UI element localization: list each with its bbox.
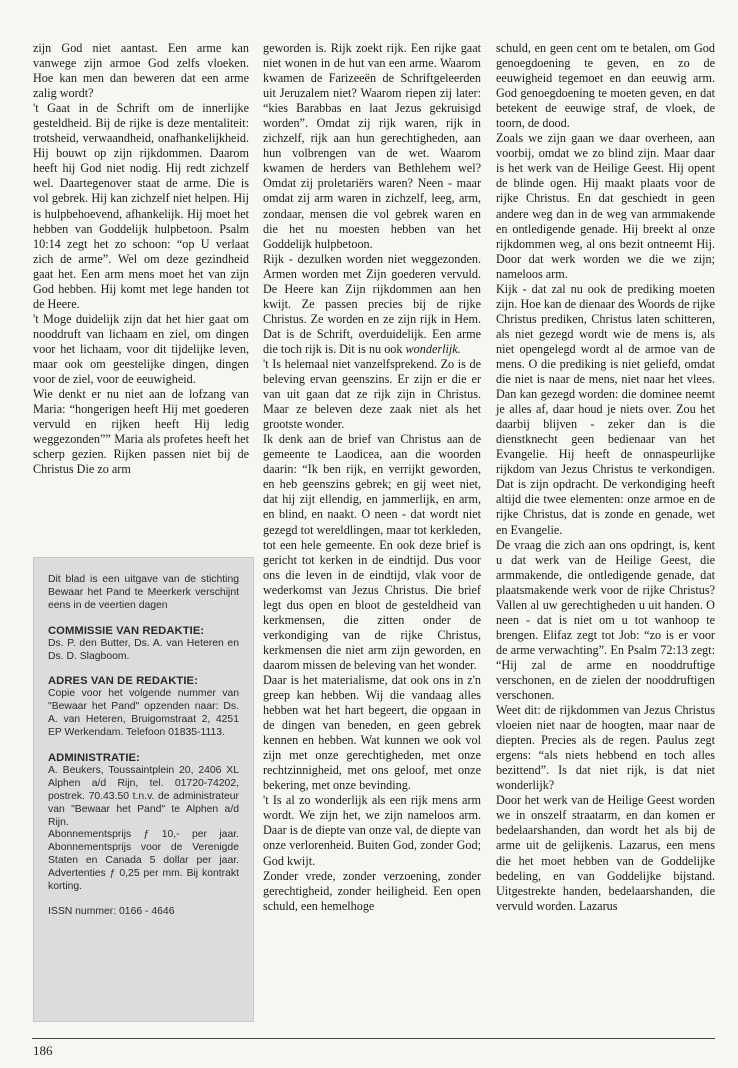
page-number: 186 <box>33 1043 53 1058</box>
paragraph: Zoals we zijn gaan we daar overheen, aan voorbij, omdat we zo blind zijn. Maar daar is het werk van de Heilige Geest. Hij opent de blinde ogen. Hij maakt plaats voor de rijke Christus. En dat geschiedt in geen andere weg dan in de weg van armmakende en ontledigende genade. Hij breekt al onze rijkdommen weg, al ons bezit ontneemt Hij. Door dat werk worden we die we zijn; nameloos arm. <box>496 131 715 281</box>
adres-body: Copie voor het volgende nummer van "Bewaar het Pand" opzenden naar: Ds. A. van Heteren, Bruigomstraat 2, 4251 EP Werkendam. Telefoon 01835-1113. <box>48 688 239 739</box>
paragraph: 't Gaat in de Schrift om de innerlijke gesteldheid. Bij de rijke is deze mentaliteit: trotsheid, verwaandheid, onafhankelijkheid. Hij bouwt op zijn rijkdommen. Daarom heeft hij God niet nodig. Hij redt zichzelf wel. Daartegenover staat de arme. Die is vol gebrek. Hij kan zichzelf niet helpen. Hij is hulpbehoevend, afhankelijk. Hij moet het hebben van Goddelijk hulpbetoon. Psalm 10:14 zegt het zo schoon: “op U verlaat zich de arme”. Wel om deze gezindheid gaat het. Een arm mens moet het van zijn God hebben. Hij komt met lege handen tot de Heere. <box>33 101 249 311</box>
text-column-2 <box>263 41 481 914</box>
adres-heading: ADRES VAN DE REDAKTIE: <box>48 675 198 688</box>
paragraph: Daar is het materialisme, dat ook ons in z'n greep kan hebben. Wij die vandaag alles hebben wat het hart begeert, die opgaan in de dingen van beneden, en geen gebrek kennen en hebben. Wat kunnen we ook vol zijn met onze gerechtigheden, met onze rechtzinnigheid, met ons geloof, met onze bekering, met onze bevinding. <box>263 672 481 793</box>
paragraph: Ik denk aan de brief van Christus aan de gemeente te Laodicea, aan die woorden daarin: “Ik ben rijk, en verrijkt geworden, en heb geenszins gebrek; en gij weet niet, dat hij zijt ellendig, en jammerlijk, en arm, en blind, en naakt. O neen - dat wordt niet gezegd tot wereldlingen, maar tot kerkleden, tot een hele gemeente. En ook deze brief is gericht tot kerken in de eindtijd. Dus voor ons die leven in de eindtijd, vlak voor de wederkomst van Jezus Christus. Die brief legt dus open en bloot de gesteldheid van kerkmensen, die zitten onder de verkondiging van de rijke Christus, kerkmensen die niet arm zijn geworden, en daarom missen de beleving van het wonder. <box>263 432 481 672</box>
paragraph: schuld, en geen cent om te betalen, om God genoegdoening te geven, en zo de eeuwigheid tegemoet en dan eeuwig arm. God genoegdoening te moeten geven, en dat betekent de eeuwige straf, de vloek, de toorn, de dood. <box>496 41 715 131</box>
emphasis-word: wonderlijk. <box>405 341 461 356</box>
administratie-heading: ADMINISTRATIE: <box>48 751 140 764</box>
paragraph: 't Moge duidelijk zijn dat het hier gaat om nooddruft van lichaam en ziel, om dingen voor het lichaam, voor dit tijdelijke leven, maar ook om geestelijke dingen, dingen voor de ziel, voor de eeuwigheid. <box>33 311 249 387</box>
paragraph: Kijk - dat zal nu ook de prediking moeten zijn. Hoe kan de dienaar des Woords de rijke Christus prediken, Christus laten schitteren, als niet gezegd wordt wie de mens is, als niet opengelegd wordt al de armoe van de mens. O die prediking is niet geliefd, omdat die niet is naar de mens, niet naar het vlees. Dan kan gezegd worden: die dominee neemt je alles af, daar houd je niets over. Zou het daarbij blijven - zeker dan is die dienstknecht geen bedienaar van het Evangelie. Hij heeft de onnaspeurlijke rijkdom van Jezus Christus te verkondigen. Dat is zijn opdracht. De verkondiging heeft altijd die twee elementen: onze armoe en de rijke Christus, dat is zonde en genade, wet en Evangelie. <box>496 281 715 537</box>
paragraph: Door het werk van de Heilige Geest worden we in onszelf straatarm, en dan komen er bedelaarshanden, dan wordt het als bij de arme uit de gelijkenis. Lazarus, een mens die het moet hebben van de Goddelijke bedeling, en van Goddelijke bijstand. Uitgestrekte handen, bedelaarshanden, die vervuld worden. Lazarus <box>496 793 715 913</box>
administratie-body: A. Beukers, Toussaintplein 20, 2406 XL Alphen a/d Rijn, tel. 01720-74202, postrek. 70.43.50 t.n.v. de administrateur van "Bewaar het Pand" te Alphen a/d Rijn. <box>48 764 239 828</box>
paragraph: Weet dit: de rijkdommen van Jezus Christus vloeien niet naar de hoogten, maar naar de diepten. Precies als de regen. Paulus zegt ergens: “als niets hebbend en toch alles bezittend”. Is dat niet rijk, is dat niet wonderlijk? <box>496 703 715 793</box>
paragraph: 't Is al zo wonderlijk als een rijk mens arm wordt. We zijn het, we zijn nameloos arm. Daar is de diepte van onze val, de diepte van onze verlorenheid. Buiten God, zonder God; God kwijt. <box>263 793 481 868</box>
paragraph: geworden is. Rijk zoekt rijk. Een rijke gaat niet wonen in de hut van een arme. Waarom kwamen de Farizeeën de Schriftgeleerden uit Jeruzalem niet? Waarom riepen zij later: “kies Barabbas en laat Jezus gekruisigd worden”. Omdat zij rijk waren, rijk in zichzelf, rijk aan hun gerechtigheden, aan hun volbrengen van de wet. Waarom kwamen de herders van Bethlehem wel? Omdat zij proletariërs waren? Neen - maar omdat zij arm waren in zichzelf, leeg, arm, zondaar, mensen die vol gebrek waren en die het nu moesten hebben van het Goddelijk hulpbetoon. <box>263 41 481 251</box>
redaktie-heading: COMMISSIE VAN REDAKTIE: <box>48 624 205 637</box>
paragraph <box>263 252 481 357</box>
paragraph: 't Is helemaal niet vanzelfsprekend. Zo is de beleving ervan geenszins. Er zijn er die er van uit gaan dat ze rijk zijn in Christus. Maar ze beleven deze zaak niet als het grootste wonder. <box>263 356 481 432</box>
colophon-box <box>33 557 254 1022</box>
paragraph: zijn God niet aantast. Een arme kan vanwege zijn armoe God zelfs vloeken. Hoe kan men dan beweren dat een arme zalig wordt? <box>33 41 249 101</box>
paragraph: Zonder vrede, zonder verzoening, zonder gerechtigheid, zonder heiligheid. Een open schuld, een hemelhoge <box>263 868 481 913</box>
text-column-3 <box>496 41 715 914</box>
footer-rule <box>32 1038 715 1039</box>
paragraph: De vraag die zich aan ons opdringt, is, kent u dat werk van de Heilige Geest, die armmakende, die ontledigende genade, dat plaatsmakende werk voor de rijke Christus? Vallen al uw gerechtigheden u uit handen. O neen - dat is niet om u tot wanhoop te brengen. Elifaz zegt tot Job: “zo is er voor de arme verwachting”. En Psalm 72:13 zegt: “Hij zal de arme en nooddruftige verschonen, en de zielen der nooddruftigen verschonen. <box>496 537 715 703</box>
paragraph-text: Rijk - dezulken worden niet weggezonden. Armen worden met Zijn goederen vervuld. De Heere kan Zijn rijkdommen aan hen kwijt. Ze passen precies bij de rijke Christus. Ze worden en ze zijn rijk in Hem. Dat is de Schrift, overduidelijk. Een arme die toch rijk is. Dit is nu ook <box>263 251 481 356</box>
paragraph: Wie denkt er nu niet aan de lofzang van Maria: “hongerigen heeft Hij met goederen vervuld en rijken heeft Hij ledig weggezonden”” Maria als profetes heeft het scherp gezien. Rijken passen niet bij de Christus Die zo arm <box>33 387 249 477</box>
subscription-prices: Abonnementsprijs ƒ 10,- per jaar. Abonnementsprijs voor de Verenigde Staten en Canada 5 dollar per jaar. Advertenties ƒ 0,25 per mm. Bij kontrakt korting. <box>48 829 239 893</box>
issn-number: ISSN nummer: 0166 - 4646 <box>48 905 175 917</box>
colophon-intro: Dit blad is een uitgave van de stichting Bewaar het Pand te Meerkerk verschijnt eens in de veertien dagen <box>48 574 239 611</box>
redaktie-body: Ds. P. den Butter, Ds. A. van Heteren en Ds. D. Slagboom. <box>48 637 239 662</box>
text-column-1 <box>33 41 249 477</box>
